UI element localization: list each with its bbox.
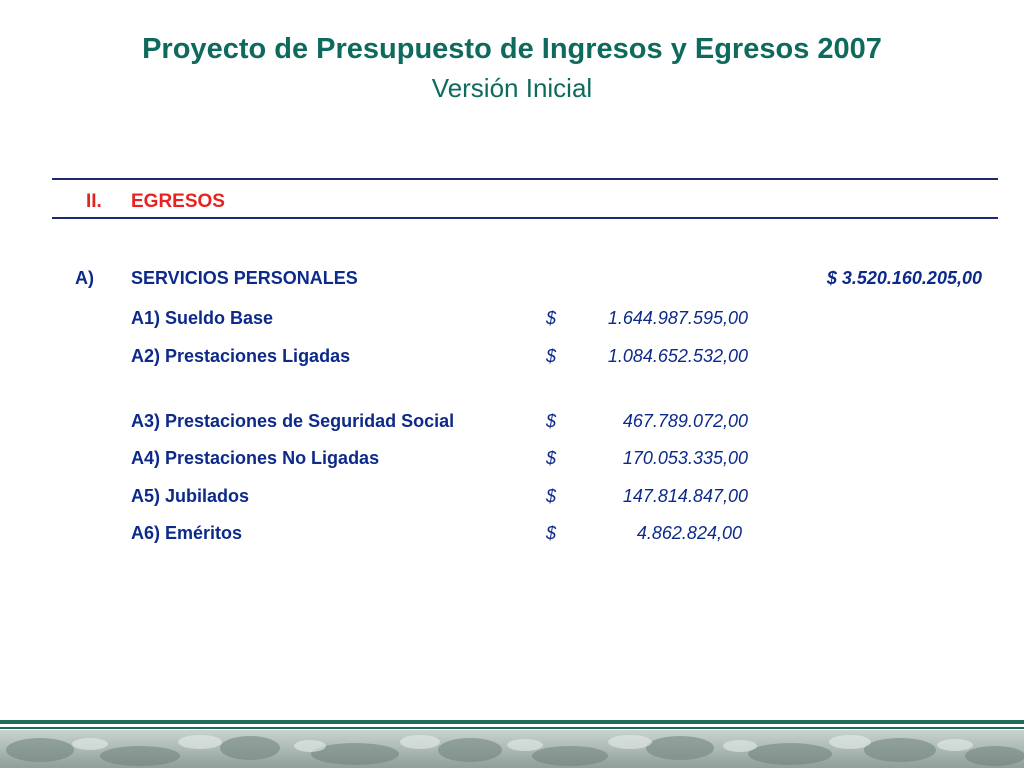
section-rule-bottom — [52, 217, 998, 219]
currency-symbol: $ — [546, 411, 557, 431]
budget-row — [0, 471, 1024, 509]
budget-row-label: A6) Eméritos — [131, 523, 243, 543]
budget-row-amount: 170.053.335,00 — [622, 448, 748, 468]
footer-decoration — [0, 720, 1024, 768]
budget-row-label: A3) Prestaciones de Seguridad Social — [131, 411, 455, 431]
category-letter: A) — [75, 268, 94, 288]
budget-row-label: A5) Jubilados — [131, 486, 250, 506]
currency-symbol: $ — [546, 308, 557, 328]
budget-row — [0, 331, 1024, 369]
budget-row-label: A2) Prestaciones Ligadas — [131, 346, 351, 366]
section-rule-top — [52, 178, 998, 180]
budget-row-amount: 147.814.847,00 — [622, 486, 748, 506]
slide-subtitle: Versión Inicial — [431, 73, 593, 103]
budget-row-amount: 1.084.652.532,00 — [607, 346, 748, 366]
budget-row-amount: 4.862.824,00 — [636, 523, 742, 543]
currency-symbol: $ — [546, 486, 557, 506]
budget-row — [0, 370, 1024, 434]
slide-title: Proyecto de Presupuesto de Ingresos y Egresos 2007 — [142, 33, 882, 65]
category-label: SERVICIOS PERSONALES — [131, 268, 358, 288]
section-title: EGRESOS — [131, 191, 225, 212]
currency-symbol: $ — [546, 523, 557, 543]
budget-row-amount: 467.789.072,00 — [622, 411, 748, 431]
category-total: $ 3.520.160.205,00 — [826, 268, 982, 288]
budget-row-amount: 1.644.987.595,00 — [607, 308, 748, 328]
budget-row-label: A1) Sueldo Base — [131, 308, 274, 328]
currency-symbol: $ — [546, 346, 557, 366]
budget-row — [0, 433, 1024, 471]
budget-row — [0, 508, 1024, 546]
budget-row-label: A4) Prestaciones No Ligadas — [131, 448, 380, 468]
currency-symbol: $ — [546, 448, 557, 468]
budget-row — [0, 293, 1024, 331]
section-number: II. — [86, 191, 102, 212]
